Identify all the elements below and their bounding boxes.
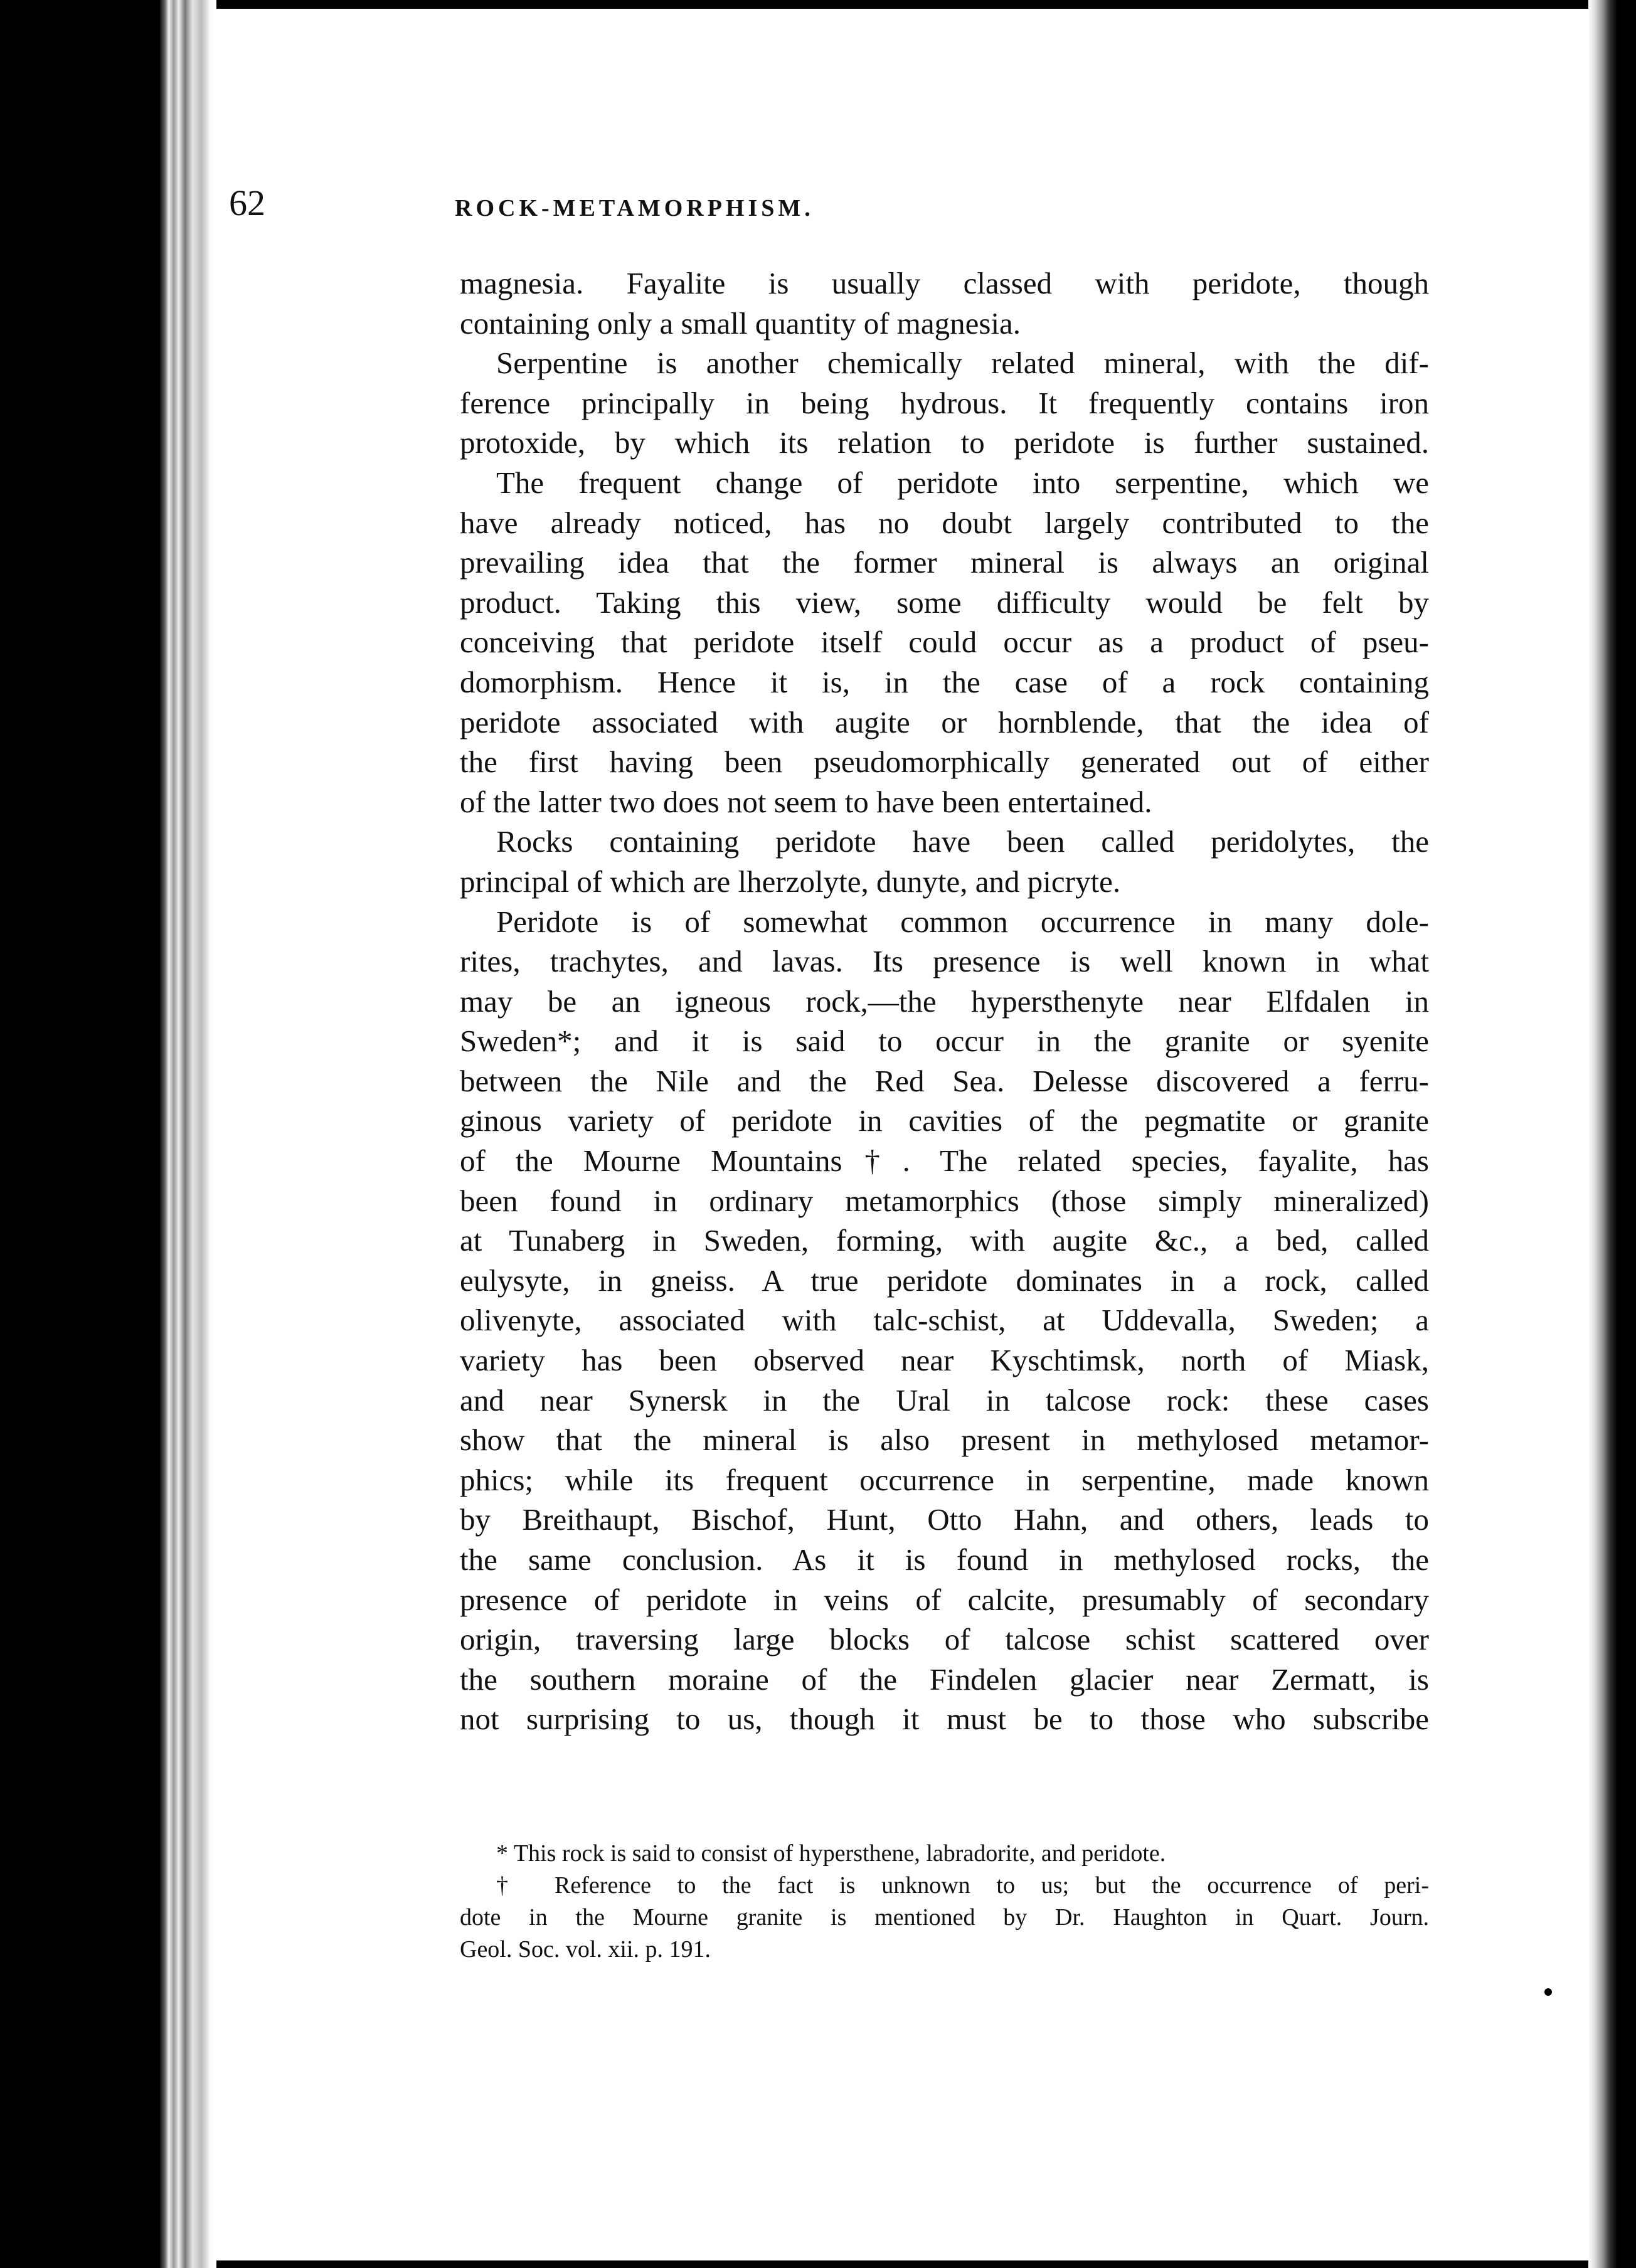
text-line: by Breithaupt, Bischof, Hunt, Otto Hahn, and others, leads to [460, 1502, 1429, 1537]
text-line: peridote associated with augite or hornblende, that the idea of [460, 704, 1429, 739]
footnotes [460, 1838, 1429, 1966]
scan-speck [1544, 1988, 1552, 1996]
text-line: ference principally in being hydrous. It frequently contains iron [460, 385, 1429, 420]
text-line: phics; while its frequent occurrence in serpentine, made known [460, 1462, 1429, 1497]
running-title: ROCK-METAMORPHISM. [455, 195, 814, 221]
text-line: at Tunaberg in Sweden, forming, with augite &c., a bed, called [460, 1223, 1429, 1258]
footnote-line: † Reference to the fact is unknown to us; but the occurrence of peri- [496, 1872, 1429, 1899]
text-line: origin, traversing large blocks of talcose schist scattered over [460, 1622, 1429, 1657]
text-line: product. Taking this view, some difficulty would be felt by [460, 585, 1429, 620]
text-line: the southern moraine of the Findelen glacier near Zermatt, is [460, 1661, 1429, 1697]
footnote-line: Geol. Soc. vol. xii. p. 191. [460, 1936, 711, 1963]
text-line: prevailing idea that the former mineral is always an original [460, 545, 1429, 580]
text-line: the first having been pseudomorphically generated out of either [460, 745, 1429, 780]
book-spine-edge [160, 0, 216, 2268]
text-line: show that the mineral is also present in methylosed metamor- [460, 1423, 1429, 1458]
text-line: and near Synersk in the Ural in talcose rock: these cases [460, 1382, 1429, 1417]
text-line: The frequent change of peridote into serpentine, which we [496, 465, 1429, 500]
text-line: containing only a small quantity of magnesia. [460, 305, 1021, 341]
text-line: the same conclusion. As it is found in methylosed rocks, the [460, 1542, 1429, 1577]
page-right-edge [1588, 0, 1636, 2268]
text-line: rites, trachytes, and lavas. Its presence is well known in what [460, 944, 1429, 979]
text-line: have already noticed, has no doubt largely contributed to the [460, 505, 1429, 540]
text-line: eulysyte, in gneiss. A true peridote dominates in a rock, called [460, 1263, 1429, 1298]
footnote-line: dote in the Mourne granite is mentioned by Dr. Haughton in Quart. Journ. [460, 1904, 1429, 1931]
text-line: ginous variety of peridote in cavities of the pegmatite or granite [460, 1103, 1429, 1138]
text-line: of the latter two does not seem to have been entertained. [460, 784, 1152, 819]
text-line: olivenyte, associated with talc-schist, at Uddevalla, Sweden; a [460, 1303, 1429, 1338]
body-text [460, 263, 1429, 1739]
text-line: principal of which are lherzolyte, dunyte, and picryte. [460, 864, 1121, 899]
text-line: not surprising to us, though it must be to those who subscribe [460, 1702, 1429, 1737]
text-line: of the Mourne Mountains†. The related species, fayalite, has [460, 1143, 1429, 1179]
page-number: 62 [229, 183, 265, 223]
text-line: protoxide, by which its relation to peridote is further sustained. [460, 425, 1429, 460]
text-line: presence of peridote in veins of calcite, presumably of secondary [460, 1582, 1429, 1617]
text-line: been found in ordinary metamorphics (those simply mineralized) [460, 1183, 1429, 1218]
text-line: magnesia. Fayalite is usually classed with peridote, though [460, 266, 1429, 300]
text-line: may be an igneous rock,—the hypersthenyte near Elfdalen in [460, 983, 1429, 1019]
text-line: Serpentine is another chemically related mineral, with the dif- [496, 346, 1429, 381]
text-line: Sweden*; and it is said to occur in the granite or syenite [460, 1024, 1429, 1059]
text-line: domorphism. Hence it is, in the case of a rock containing [460, 664, 1429, 699]
text-line: Peridote is of somewhat common occurrence in many dole- [496, 904, 1429, 939]
text-line: variety has been observed near Kyschtimsk, north of Miask, [460, 1343, 1429, 1378]
footnote-line: * This rock is said to consist of hypersthene, labradorite, and peridote. [496, 1840, 1166, 1867]
running-head [229, 182, 1421, 238]
scan-speck [5, 1693, 16, 1716]
text-line: conceiving that peridote itself could occur as a product of pseu- [460, 625, 1429, 660]
text-line: between the Nile and the Red Sea. Delesse discovered a ferru- [460, 1063, 1429, 1098]
text-line: Rocks containing peridote have been called peridolytes, the [496, 824, 1429, 859]
